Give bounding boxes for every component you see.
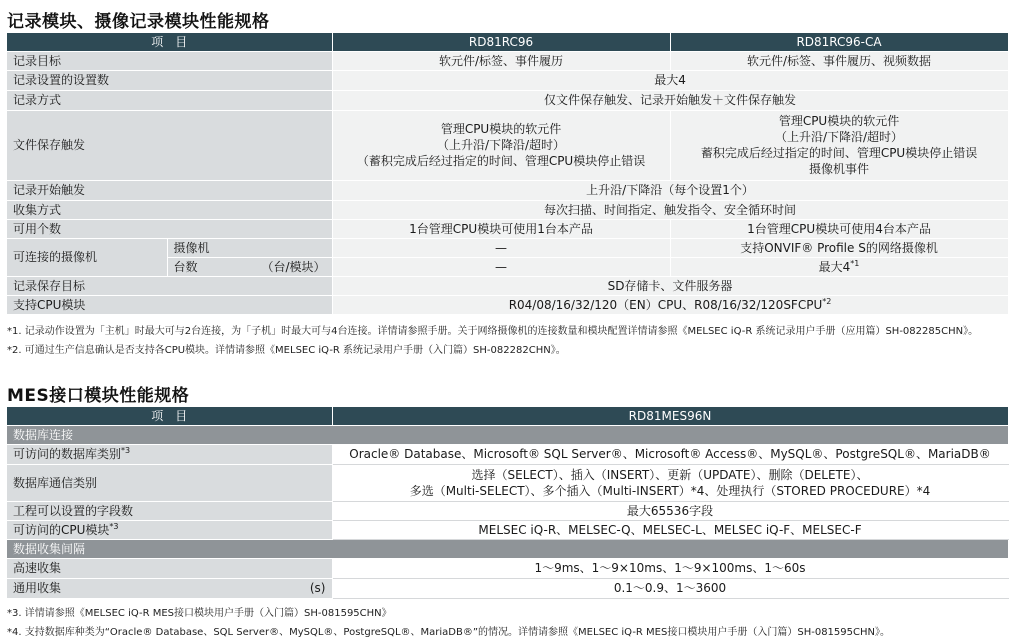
cell-line: 蓄积完成后经过指定的时间、管理CPU模块停止错误 [700,146,978,160]
table-row [7,464,1008,501]
cell-line: 多选（Multi-SELECT）、多个插入（Multi-INSERT）*4、处理执行（STORED PROCEDURE）*4 [409,483,931,498]
cell-line: 管理CPU模块的软元件 [440,122,562,136]
cell-value: Oracle® Database、Microsoft® SQL Server®、Microsoft® Access®、MySQL®、PostgreSQL®、MariaDB® [332,444,1008,464]
recording-section-title: 记录模块、摄像记录模块性能规格 [7,12,270,32]
cell-value [332,110,670,180]
footnote-ref: *3 [109,521,119,531]
cell-value: 最大4 [332,70,1008,90]
footnote-2: *2. 可通过生产信息确认是否支持各CPU模块。详情请参照《MELSEC iQ-R 系统记录用户手册（入门篇）SH-082282CHN》。 [7,345,566,356]
row-label: 支持CPU模块 [7,295,332,314]
footnote-ref: *1 [850,258,860,268]
cell-value [332,464,1008,501]
sub-label: 摄像机 [167,238,332,257]
footnote-1: *1. 记录动作设置为「主机」时最大可与2台连接，为「子机」时最大可与4台连接。详情请参照手册。关于网络摄像机的连接数量和模块配置详情请参照《MELSEC iQ-R 系统记录用户手册（应用篇）SH-082285CHN》。 [7,326,979,337]
table-header-row [7,407,1008,425]
row-label: 工程可以设置的字段数 [7,501,332,520]
cell-value: 1台管理CPU模块可使用1台本产品 [332,219,670,238]
footnote-ref: *2 [822,296,832,306]
cell-value: 每次扫描、时间指定、触发指令、安全循环时间 [332,200,1008,219]
sub-label-text: 台数 [173,259,198,274]
row-label-text: 通用收集 [13,581,62,595]
header-rd81mes96n: RD81MES96N [332,407,1008,425]
row-label-unit: (s) [309,581,326,595]
group-row [7,425,1008,444]
row-label: 记录目标 [7,51,332,70]
header-item: 项 目 [7,33,332,51]
cell-value: 软元件/标签、事件履历 [332,51,670,70]
footnote-4: *4. 支持数据库种类为“Oracle® Database、SQL Server®、MySQL®、PostgreSQL®、MariaDB®”的情况。详情请参照《MELSEC iQ-R MES接口模块用户手册（入门篇）SH-081595CHN》。 [7,627,890,638]
row-label-text: 可访问的CPU模块 [13,522,110,537]
group-row [7,539,1008,558]
group-collection-interval: 数据收集间隔 [7,539,1008,558]
row-label: 可用个数 [7,219,332,238]
table-row [7,501,1008,520]
row-label [7,578,332,598]
cell-value: 仅文件保存触发、记录开始触发＋文件保存触发 [332,90,1008,110]
mes-section-title: MES接口模块性能规格 [7,386,190,406]
table-row [7,51,1008,70]
cell-line: 选择（SELECT）、插入（INSERT）、更新（UPDATE）、删除（DELETE）、 [471,467,869,482]
row-label: 记录保存目标 [7,276,332,295]
cell-line: （蓄积完成后经过指定的时间、管理CPU模块停止错误 [356,154,646,168]
sub-label-unit: （台/模块） [261,259,326,274]
cell-value: 支持ONVIF® Profile S的网络摄像机 [670,238,1008,257]
footnote-ref: *3 [121,446,131,455]
table-row [7,578,1008,598]
cell-value: 0.1～0.9、1～3600 [332,578,1008,598]
cell-value: 1～9ms、1～9×10ms、1～9×100ms、1～60s [332,558,1008,578]
header-rd81rc96-ca: RD81RC96-CA [670,33,1008,51]
table-row [7,219,1008,238]
cell-value: — [332,257,670,276]
table-row [7,90,1008,110]
cell-text: 最大4 [818,259,851,274]
table-row [7,238,1008,257]
mes-spec-table [7,407,1009,599]
header-item: 项 目 [7,407,332,425]
header-rd81rc96: RD81RC96 [332,33,670,51]
cell-line: 管理CPU模块的软元件 [778,114,900,128]
recording-spec-table [7,33,1009,315]
cell-value: 最大65536字段 [332,501,1008,520]
table-row [7,276,1008,295]
row-label: 收集方式 [7,200,332,219]
cell-value: 上升沿/下降沿（每个设置1个） [332,180,1008,200]
table-row [7,295,1008,314]
cell-value: 软元件/标签、事件履历、视频数据 [670,51,1008,70]
table-row [7,520,1008,539]
cell-line: （上升沿/下降沿/超时） [436,138,566,152]
footnote-3: *3. 详情请参照《MELSEC iQ-R MES接口模块用户手册（入门篇）SH-081595CHN》 [7,608,392,619]
table-row [7,558,1008,578]
row-label: 高速收集 [7,558,332,578]
cell-line: （上升沿/下降沿/超时） [774,130,904,144]
cell-value: 1台管理CPU模块可使用4台本产品 [670,219,1008,238]
cell-line: 摄像机事件 [809,162,870,176]
cell-value [670,257,1008,276]
table-row [7,444,1008,464]
row-label [7,520,332,539]
group-db-connection: 数据库连接 [7,425,1008,444]
row-label [7,444,332,464]
cell-value: SD存储卡、文件服务器 [332,276,1008,295]
cell-text: R04/08/16/32/120（EN）CPU、R08/16/32/120SFCPU [508,297,823,312]
table-row [7,200,1008,219]
row-label: 记录开始触发 [7,180,332,200]
cell-value [670,110,1008,180]
row-label: 记录方式 [7,90,332,110]
table-header-row [7,33,1008,51]
row-label: 记录设置的设置数 [7,70,332,90]
row-label-text: 可访问的数据库类别 [13,447,122,461]
cell-value [332,295,1008,314]
sub-label [167,257,332,276]
table-row [7,110,1008,180]
row-label: 文件保存触发 [7,110,332,180]
row-label: 数据库通信类别 [7,464,332,501]
cell-value: — [332,238,670,257]
table-row [7,70,1008,90]
row-label: 可连接的摄像机 [7,238,167,276]
table-row [7,180,1008,200]
cell-value: MELSEC iQ-R、MELSEC-Q、MELSEC-L、MELSEC iQ-F、MELSEC-F [332,520,1008,539]
